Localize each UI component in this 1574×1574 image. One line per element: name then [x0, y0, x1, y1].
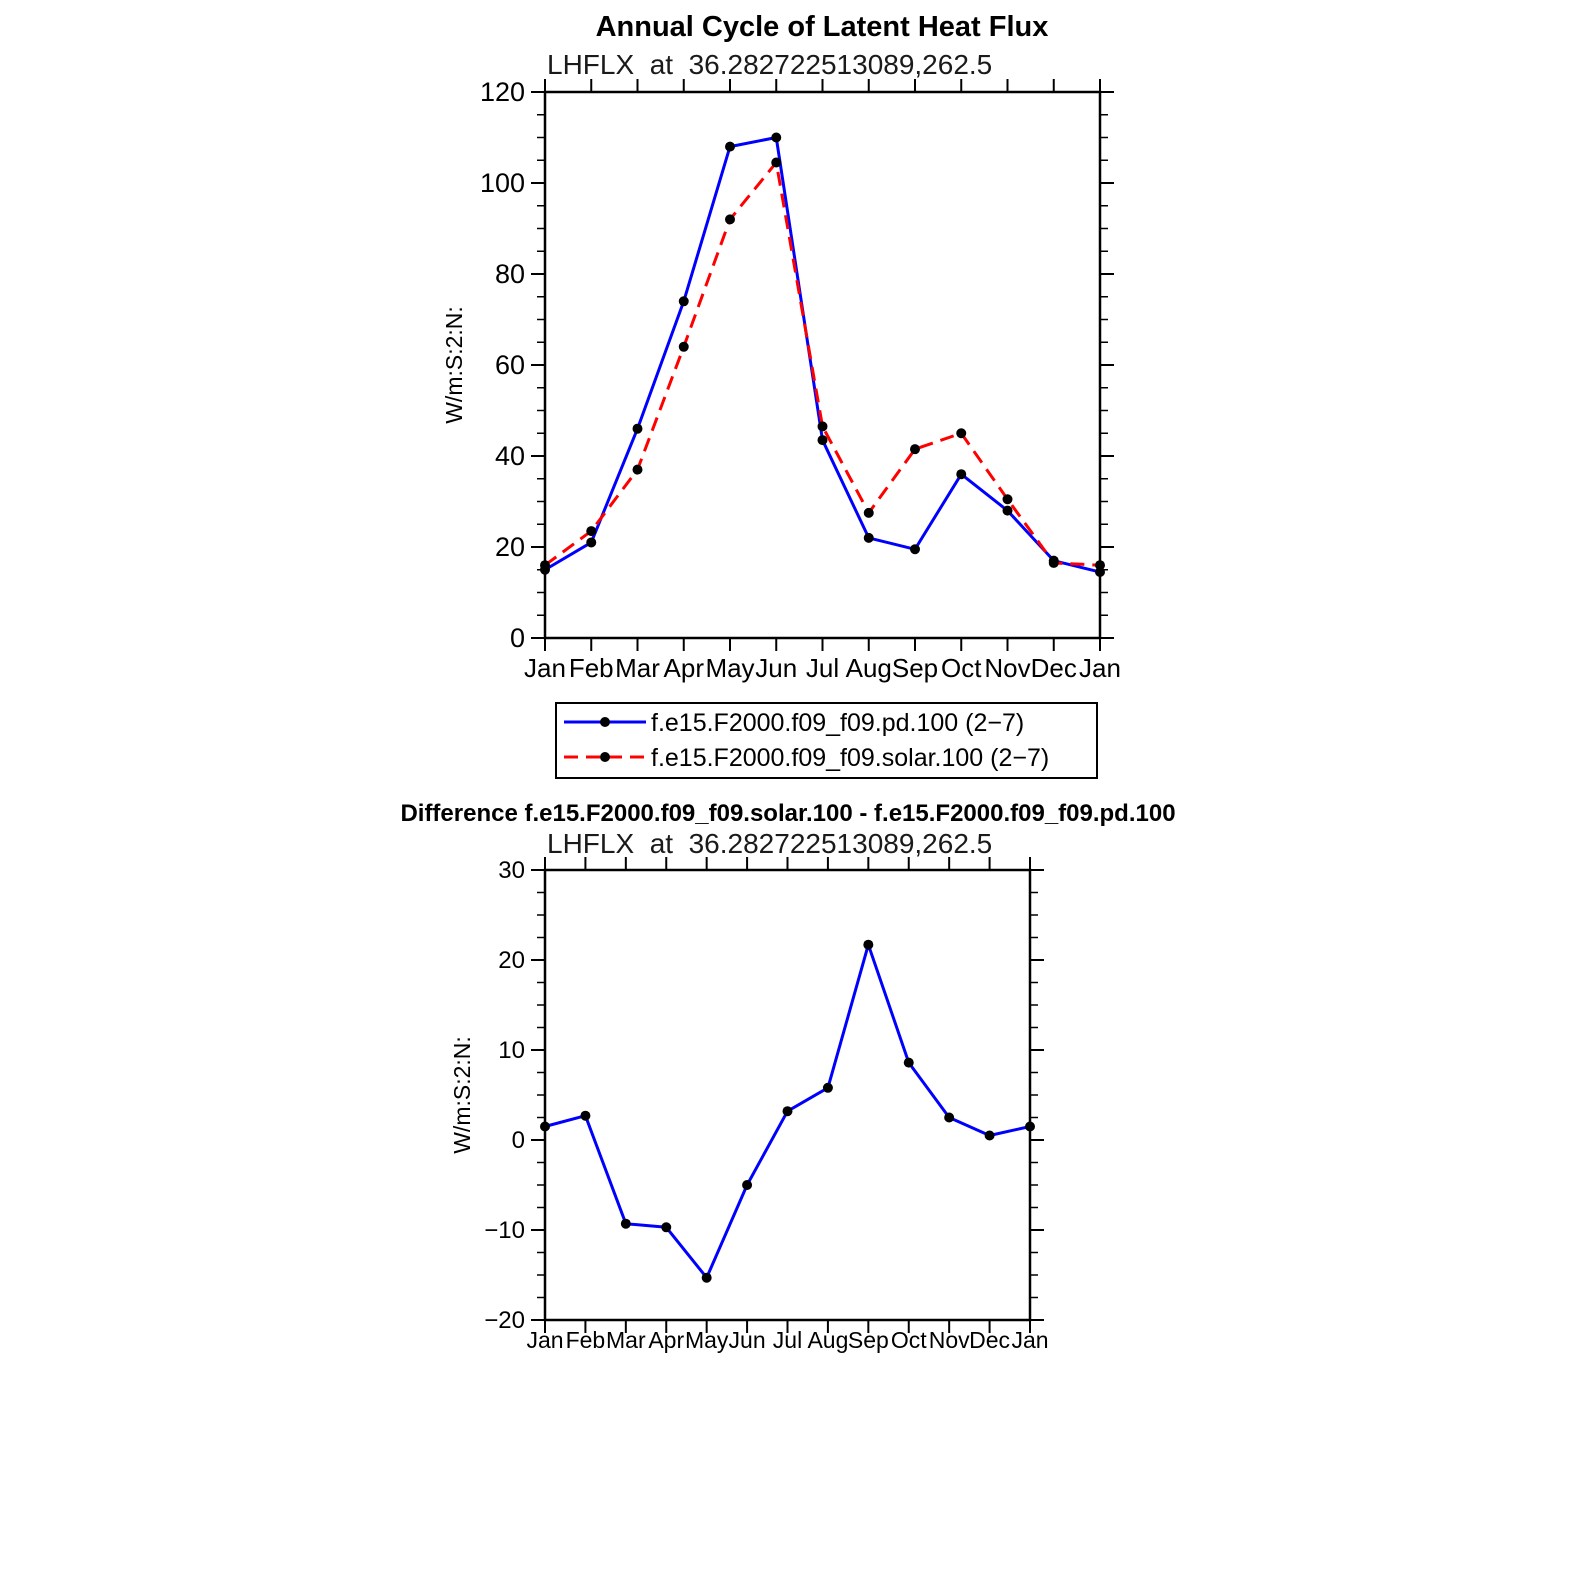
series-line — [545, 163, 1100, 566]
x-tick-label: Oct — [941, 653, 982, 683]
y-tick-label: 80 — [494, 259, 525, 289]
x-tick-label: Jun — [728, 1327, 766, 1353]
data-point-marker — [540, 1122, 550, 1132]
x-tick-label: Jul — [772, 1327, 803, 1353]
data-point-marker — [742, 1180, 752, 1190]
difference-chart-plot-area — [484, 857, 1048, 1353]
plot-frame — [545, 92, 1100, 638]
y-tick-label: 20 — [494, 532, 525, 562]
data-point-marker — [783, 1106, 793, 1116]
data-point-marker — [621, 1219, 631, 1229]
x-tick-label: Nov — [984, 653, 1031, 683]
y-tick-label: 10 — [498, 1037, 525, 1064]
x-tick-label: Mar — [606, 1327, 646, 1353]
data-point-marker — [633, 424, 643, 434]
top-chart-title: Annual Cycle of Latent Heat Flux — [595, 11, 1049, 43]
legend-label-solar: f.e15.F2000.f09_f09.solar.100 (2−7) — [651, 744, 1050, 772]
data-point-marker — [910, 544, 920, 554]
x-tick-label: May — [684, 1327, 729, 1353]
legend — [556, 703, 1097, 778]
data-point-marker — [771, 158, 781, 168]
x-tick-label: Jan — [526, 1327, 564, 1353]
data-point-marker — [702, 1273, 712, 1283]
y-tick-label: 0 — [511, 1127, 525, 1154]
x-tick-label: Apr — [663, 653, 704, 683]
legend-marker-solar — [600, 752, 610, 762]
top-chart-subtitle: LHFLX at 36.282722513089,262.5 — [547, 49, 993, 80]
data-point-marker — [818, 435, 828, 445]
x-tick-label: Feb — [565, 1327, 606, 1353]
x-tick-label: Aug — [845, 653, 892, 683]
y-tick-label: 60 — [494, 350, 525, 380]
data-point-marker — [864, 508, 874, 518]
difference-chart-subtitle: LHFLX at 36.282722513089,262.5 — [547, 828, 993, 859]
x-tick-label: Jul — [805, 653, 840, 683]
data-point-marker — [864, 533, 874, 543]
data-point-marker — [910, 444, 920, 454]
top-chart-plot-area — [480, 77, 1121, 683]
y-tick-label: 30 — [498, 857, 525, 884]
y-tick-label: 100 — [479, 168, 525, 198]
x-tick-label: Dec — [1030, 653, 1077, 683]
data-point-marker — [679, 296, 689, 306]
x-tick-label: Jan — [1079, 653, 1121, 683]
plot-frame — [545, 870, 1030, 1320]
x-tick-label: Mar — [615, 653, 660, 683]
difference-chart-ylabel: W/m:S:2:N: — [449, 1036, 475, 1154]
data-point-marker — [956, 428, 966, 438]
x-tick-label: Apr — [648, 1327, 685, 1353]
x-tick-label: May — [705, 653, 755, 683]
y-tick-label: 0 — [509, 623, 525, 653]
data-point-marker — [540, 560, 550, 570]
data-point-marker — [1049, 558, 1059, 568]
x-tick-label: Sep — [847, 1327, 889, 1353]
x-tick-label: Jun — [755, 653, 798, 683]
y-tick-label: −20 — [484, 1307, 525, 1334]
x-tick-label: Feb — [568, 653, 614, 683]
x-tick-label: Jan — [524, 653, 566, 683]
y-tick-label: 120 — [479, 77, 525, 107]
x-tick-label: Sep — [891, 653, 939, 683]
data-point-marker — [985, 1131, 995, 1141]
series-line — [545, 138, 1100, 573]
data-point-marker — [1003, 494, 1013, 504]
data-point-marker — [956, 469, 966, 479]
data-point-marker — [586, 526, 596, 536]
data-point-marker — [944, 1113, 954, 1123]
y-tick-label: 40 — [494, 441, 525, 471]
x-tick-label: Aug — [807, 1327, 849, 1353]
legend-marker-pd — [600, 717, 610, 727]
y-tick-label: 20 — [498, 947, 525, 974]
data-point-marker — [580, 1111, 590, 1121]
data-point-marker — [633, 465, 643, 475]
data-point-marker — [863, 940, 873, 950]
x-tick-label: Oct — [890, 1327, 927, 1353]
data-point-marker — [586, 537, 596, 547]
data-point-marker — [1025, 1122, 1035, 1132]
y-tick-label: −10 — [484, 1217, 525, 1244]
x-tick-label: Jan — [1011, 1327, 1049, 1353]
data-point-marker — [904, 1058, 914, 1068]
data-point-marker — [818, 421, 828, 431]
data-point-marker — [725, 214, 735, 224]
data-point-marker — [725, 142, 735, 152]
data-point-marker — [1003, 506, 1013, 516]
difference-chart-title: Difference f.e15.F2000.f09_f09.solar.100 - f.e15.F2000.f09_f09.pd.100 — [400, 800, 1176, 827]
top-chart-ylabel: W/m:S:2:N: — [441, 306, 467, 424]
data-point-marker — [1095, 560, 1105, 570]
data-point-marker — [661, 1222, 671, 1232]
data-point-marker — [823, 1083, 833, 1093]
data-point-marker — [679, 342, 689, 352]
legend-label-pd: f.e15.F2000.f09_f09.pd.100 (2−7) — [651, 709, 1025, 737]
x-tick-label: Nov — [928, 1327, 970, 1353]
data-point-marker — [771, 133, 781, 143]
x-tick-label: Dec — [969, 1327, 1011, 1353]
